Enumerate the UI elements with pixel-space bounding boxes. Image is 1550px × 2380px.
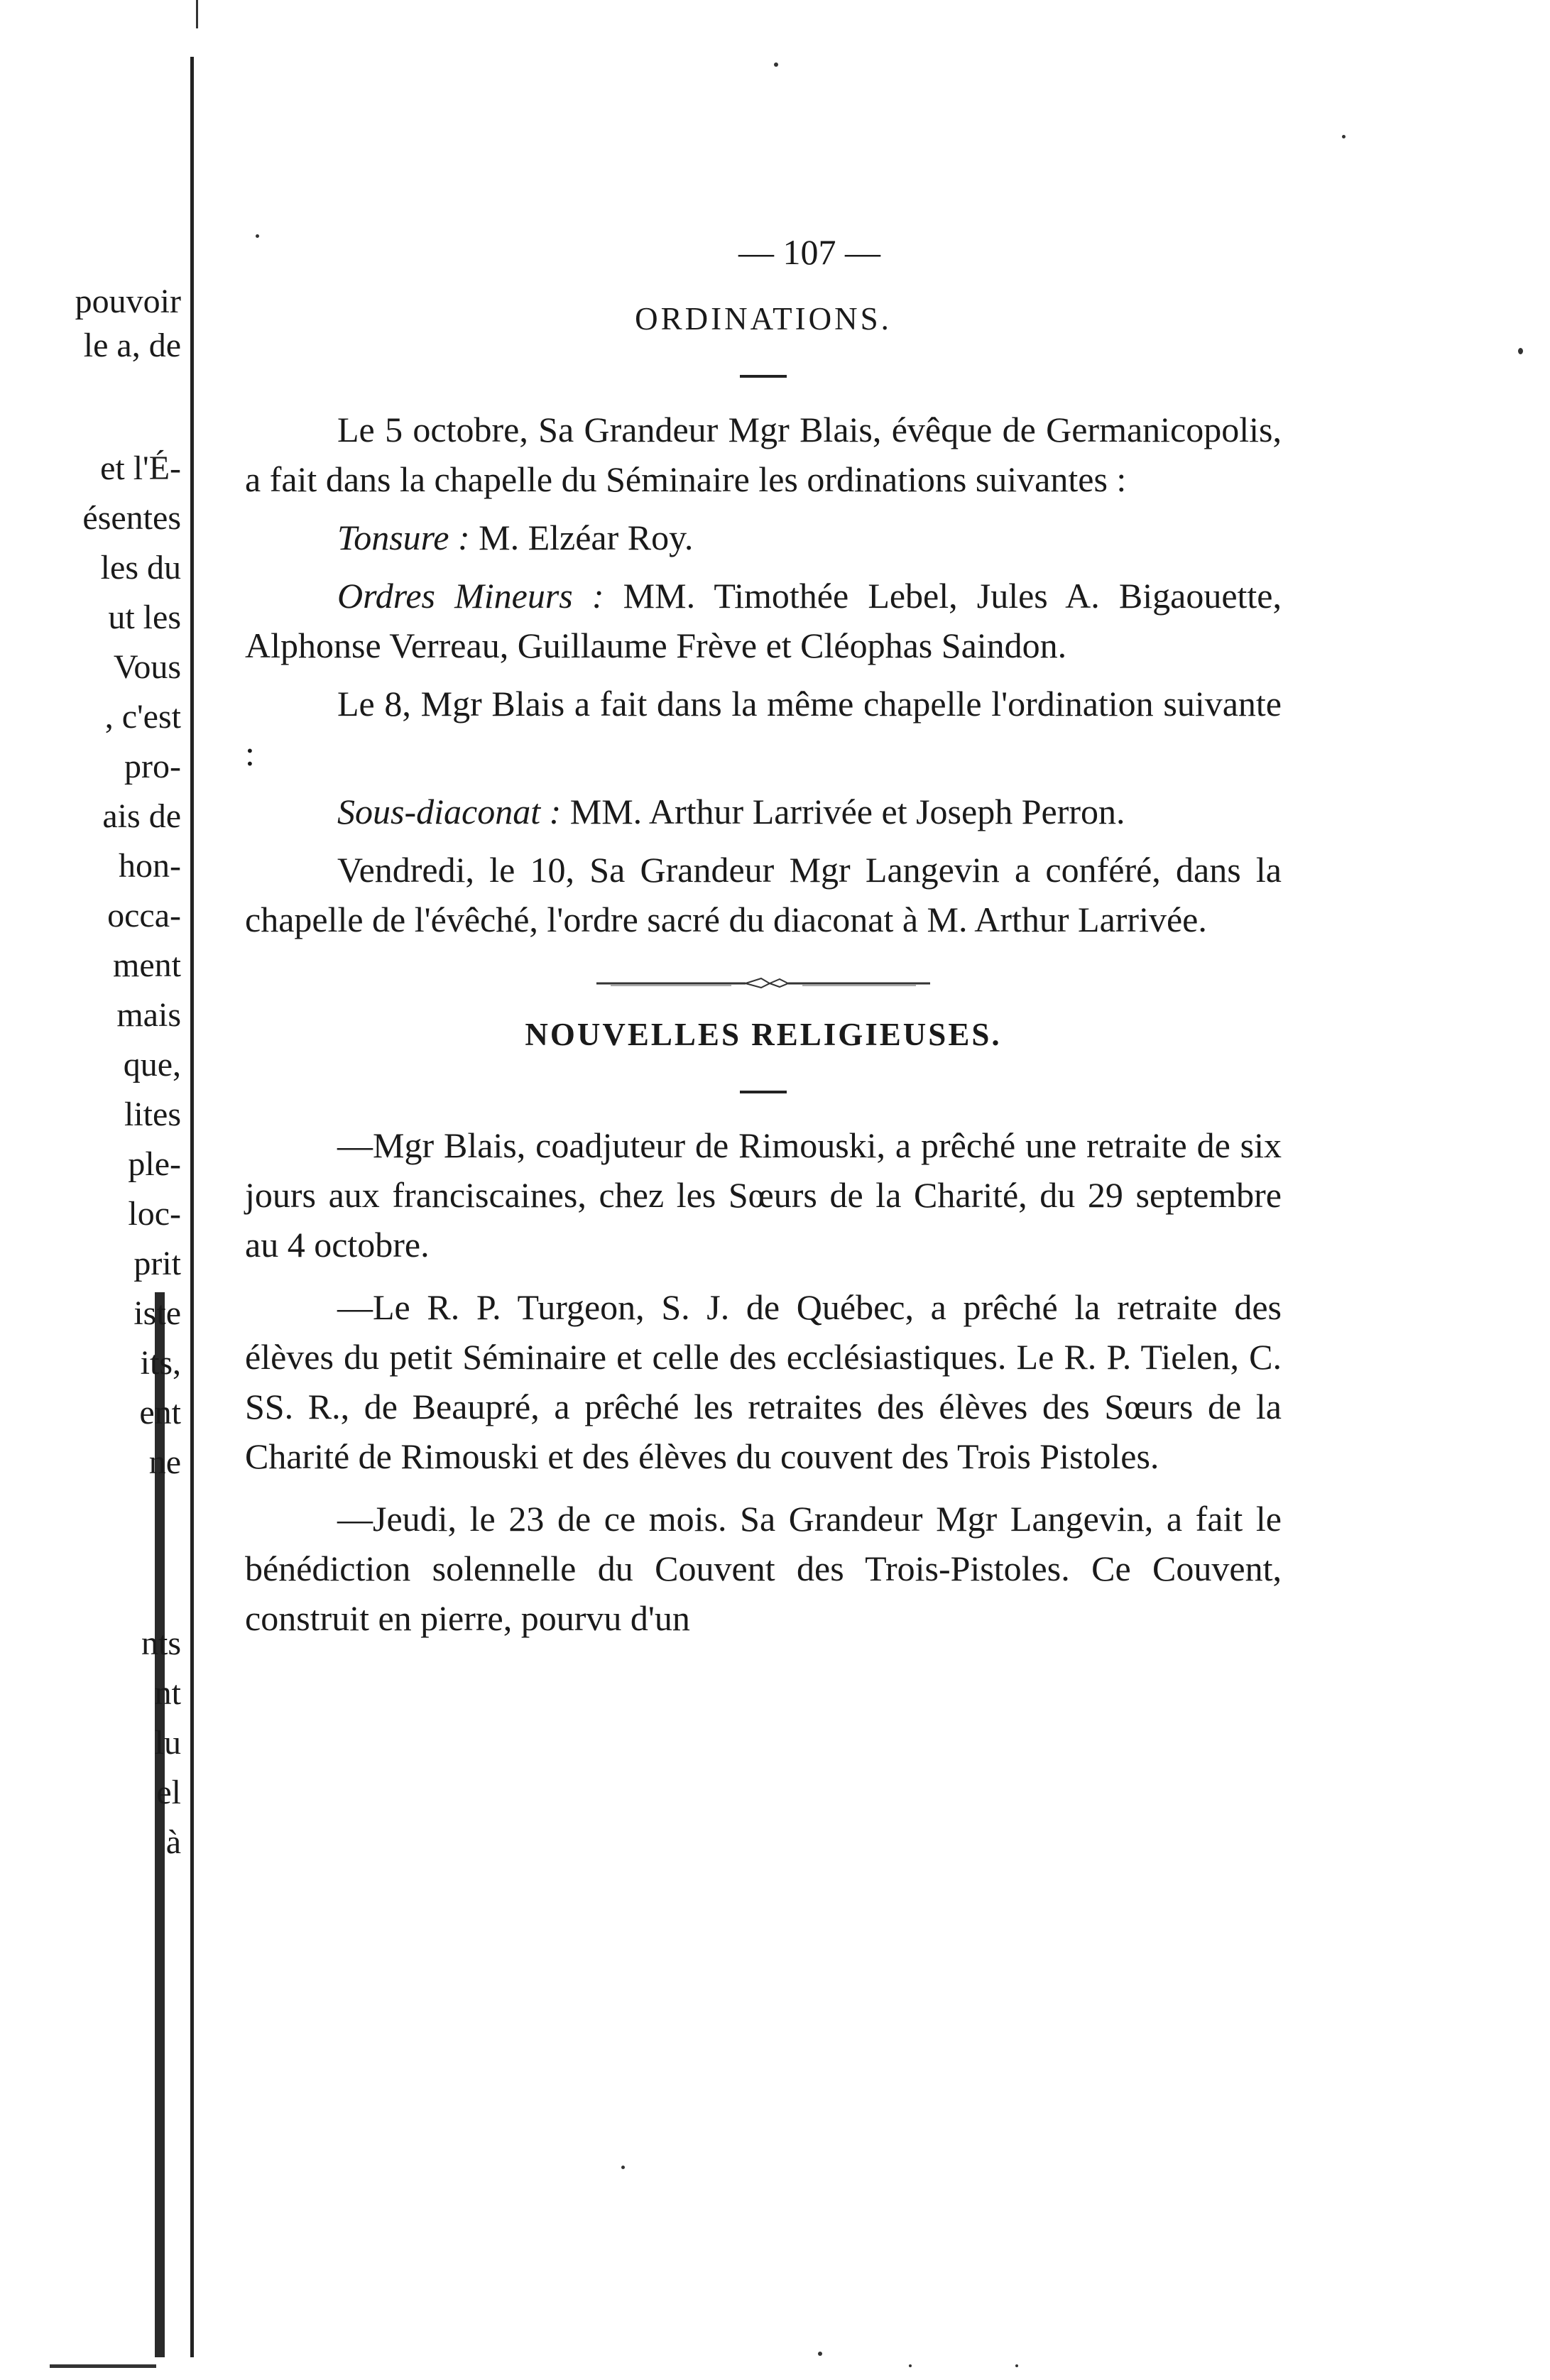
page-number: — 107 — <box>738 232 880 272</box>
paragraph-tonsure <box>245 513 1282 562</box>
fragment-line: pro- <box>124 748 181 785</box>
paragraph-sous-diaconat <box>245 787 1282 836</box>
scan-speck <box>621 2166 625 2169</box>
fragment-line: et l'É- <box>100 449 181 487</box>
fragment-line: ple- <box>128 1145 181 1183</box>
fragment-line: ne <box>148 1443 181 1481</box>
page-gutter-line <box>190 57 194 2357</box>
fragment-line: ut les <box>108 599 181 636</box>
fragment-line: Vous <box>113 648 181 686</box>
title-rule <box>740 375 787 378</box>
fragment-line: que, <box>123 1046 181 1083</box>
gutter-tick <box>196 0 198 28</box>
fragment-line: nts <box>141 1625 181 1662</box>
paragraph-news-1: —Mgr Blais, coadjuteur de Rimouski, a prêché une retraite de six jours aux franciscaines, chez les Sœurs de la Charité, du 29 septembre au 4 octobre. <box>245 1125 1282 1265</box>
fragment-line: les du <box>100 549 181 586</box>
fragment-line: ais de <box>102 797 181 835</box>
fragment-line: iste <box>133 1294 181 1332</box>
fragment-line: its, <box>140 1344 181 1382</box>
tonsure-text: M. Elzéar Roy. <box>469 518 694 557</box>
scan-speck <box>774 62 778 67</box>
fragment-line: , c'est <box>104 698 181 736</box>
fragment-line: hon- <box>119 847 181 885</box>
fragment-line: lites <box>124 1096 181 1133</box>
fragment-line: nt <box>154 1674 181 1712</box>
paragraph-news-3: —Jeudi, le 23 de ce mois. Sa Grandeur Mgr Langevin, a fait le bénédiction solennelle du Couvent des Trois-Pistoles. Ce Couvent, construit en pierre, pourvu d'un <box>245 1499 1282 1638</box>
document-page <box>245 227 1282 1643</box>
fragment-line: loc- <box>128 1195 181 1233</box>
fragment-line: ent <box>139 1394 181 1431</box>
fragment-line: mais <box>116 996 181 1034</box>
section-title-ordinations: ORDINATIONS. <box>635 301 892 337</box>
scan-speck <box>256 234 259 238</box>
mineurs-label: Ordres Mineurs : <box>337 576 604 616</box>
paragraph-second-ordination: Le 8, Mgr Blais a fait dans la même chapelle l'ordination suivante : <box>245 684 1282 773</box>
scan-speck <box>818 2352 822 2356</box>
ornament-divider <box>596 977 930 988</box>
fragment-line: pouvoir <box>75 283 181 320</box>
fragment-line: ment <box>113 946 181 984</box>
tonsure-label: Tonsure : <box>337 518 470 557</box>
binding-foot-mark <box>50 2364 156 2368</box>
fragment-line: ésentes <box>82 499 181 537</box>
scan-speck <box>1518 348 1523 354</box>
sousdiaconat-label: Sous-diaconat : <box>337 792 562 831</box>
fragment-line: à <box>165 1823 181 1861</box>
fragment-line: el <box>156 1774 181 1811</box>
fragment-line: le a, de <box>83 327 181 364</box>
paragraph-intro: Le 5 octobre, Sa Grandeur Mgr Blais, évêque de Germanicopolis, a fait dans la chapelle du Séminaire les ordinations suivantes : <box>245 410 1282 499</box>
paragraph-news-2: —Le R. P. Turgeon, S. J. de Québec, a prêché la retraite des élèves du petit Séminaire et celle des ecclésiastiques. Le R. P. Tielen, C. SS. R., de Beaupré, a prêché les retraites des élèves des Sœurs de la Charité de Rimouski et des élèves du couvent des Trois Pistoles. <box>245 1287 1282 1476</box>
scan-speck <box>909 2364 912 2367</box>
fragment-line: occa- <box>107 897 181 934</box>
fragment-line: prit <box>133 1245 181 1282</box>
fragment-line: lu <box>154 1724 181 1762</box>
paragraph-diaconat: Vendredi, le 10, Sa Grandeur Mgr Langevin a conféré, dans la chapelle de l'évêché, l'ordre sacré du diaconat à M. Arthur Larrivée. <box>245 850 1282 939</box>
mineurs-text: MM. Timothée Lebel, Jules A. Bigaouette, Alphonse Verreau, Guillaume Frève et Cléophas Saindon. <box>245 576 1282 665</box>
scan-speck <box>1015 2364 1018 2367</box>
section-title-nouvelles: NOUVELLES RELIGIEUSES. <box>525 1017 1002 1052</box>
paragraph-ordres-mineurs <box>245 571 1282 670</box>
scan-speck <box>1342 135 1346 138</box>
sousdiaconat-text: MM. Arthur Larrivée et Joseph Perron. <box>561 792 1125 831</box>
title-rule <box>740 1091 787 1093</box>
